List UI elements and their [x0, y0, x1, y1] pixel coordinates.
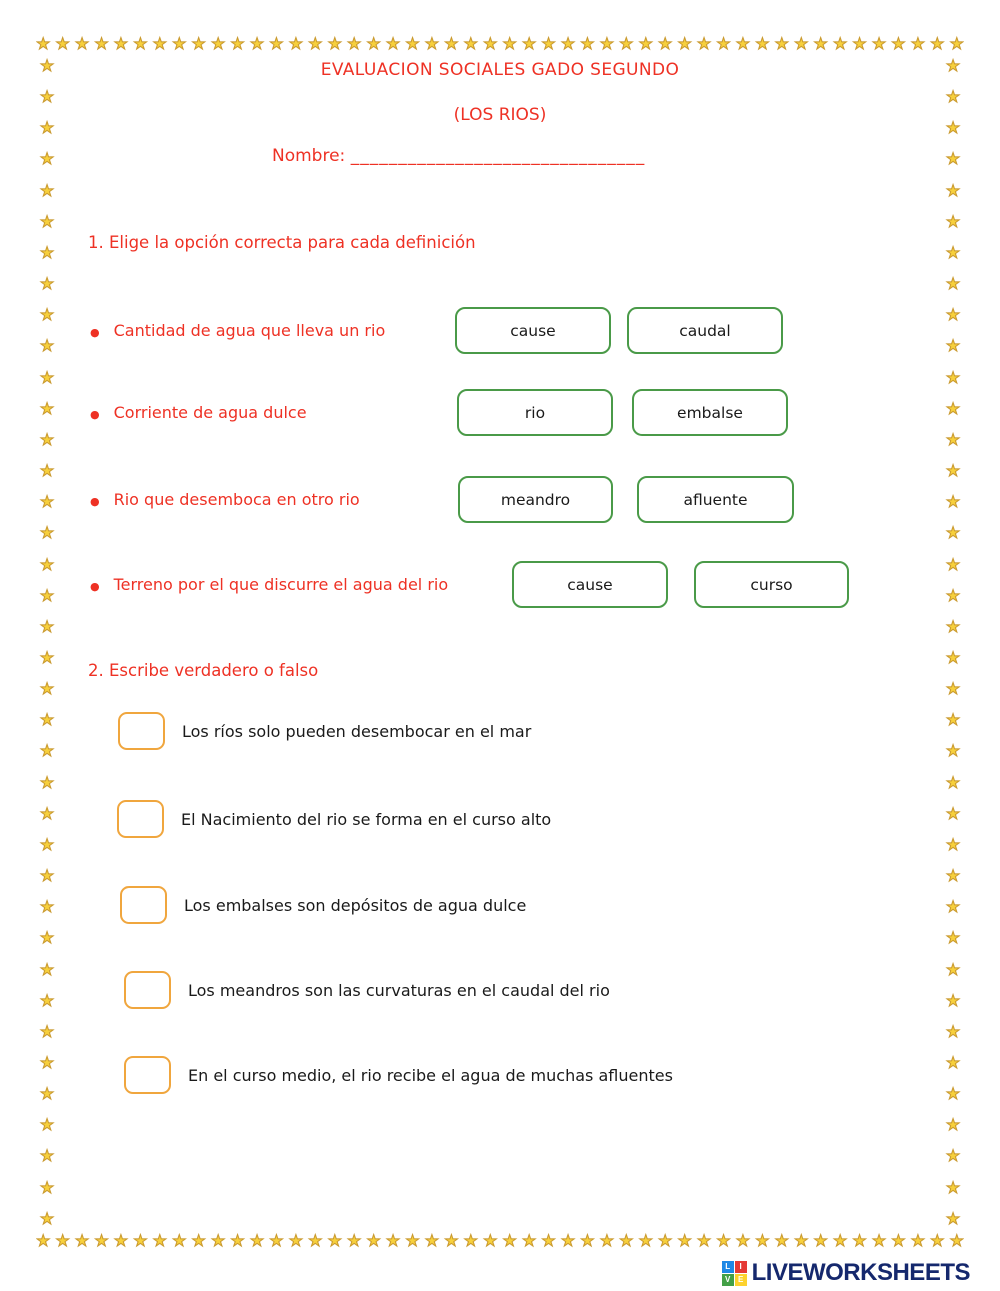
answer-box-4[interactable]	[124, 971, 171, 1009]
star-icon: ★	[945, 87, 961, 107]
star-border-top	[36, 33, 964, 55]
bullet-icon	[90, 321, 100, 340]
statement-text: El Nacimiento del rio se forma en el curso alto	[181, 809, 552, 829]
star-icon: ★	[39, 1021, 55, 1041]
star-icon: ★	[910, 1231, 926, 1250]
star-icon: ★	[813, 34, 828, 53]
star-icon: ★	[133, 34, 148, 53]
star-icon: ★	[39, 616, 55, 636]
star-icon: ★	[405, 1231, 420, 1250]
star-icon: ★	[39, 585, 55, 605]
star-icon: ★	[39, 710, 55, 730]
star-icon: ★	[385, 1231, 401, 1250]
star-icon: ★	[945, 429, 961, 449]
star-icon: ★	[424, 34, 440, 53]
star-icon: ★	[945, 149, 961, 169]
star-icon: ★	[39, 398, 55, 418]
star-icon: ★	[230, 34, 245, 53]
star-icon: ★	[945, 834, 961, 854]
star-icon: ★	[696, 34, 712, 53]
star-icon: ★	[619, 1231, 634, 1250]
star-icon: ★	[36, 34, 51, 53]
star-icon: ★	[774, 34, 789, 53]
star-icon: ★	[521, 34, 537, 53]
star-icon: ★	[794, 34, 809, 53]
logo-letter-i: I	[735, 1261, 747, 1273]
star-icon: ★	[945, 741, 961, 761]
star-icon: ★	[945, 679, 961, 699]
star-icon: ★	[385, 34, 401, 53]
star-icon: ★	[39, 305, 55, 325]
logo-letter-e: E	[735, 1274, 747, 1286]
brand-name: LIVEWORKSHEETS	[751, 1259, 970, 1286]
definition-row-4	[90, 561, 448, 608]
star-border-right	[942, 58, 964, 1227]
star-icon: ★	[677, 34, 692, 53]
star-icon: ★	[945, 554, 961, 574]
star-icon: ★	[599, 34, 615, 53]
option-button-1b[interactable]: caudal	[627, 307, 783, 354]
bullet-icon	[90, 490, 100, 509]
star-icon: ★	[288, 1231, 304, 1250]
star-icon: ★	[74, 34, 90, 53]
bullet-icon	[90, 403, 100, 422]
answer-box-5[interactable]	[124, 1056, 171, 1094]
definition-row-1	[90, 307, 385, 354]
star-icon: ★	[39, 1053, 55, 1072]
star-icon: ★	[39, 866, 55, 886]
star-icon: ★	[945, 897, 961, 917]
star-icon: ★	[871, 1231, 887, 1250]
worksheet-title: EVALUACION SOCIALES GADO SEGUNDO	[320, 60, 680, 80]
star-icon: ★	[113, 1231, 129, 1250]
star-icon: ★	[945, 1208, 961, 1227]
star-icon: ★	[347, 34, 362, 53]
logo-letter-l: L	[722, 1261, 734, 1273]
star-icon: ★	[871, 34, 887, 53]
star-icon: ★	[74, 1231, 90, 1250]
star-icon: ★	[599, 1231, 615, 1250]
star-icon: ★	[945, 367, 961, 387]
statement-text: En el curso medio, el rio recibe el agua de muchas afluentes	[188, 1065, 673, 1085]
star-icon: ★	[39, 149, 55, 169]
star-icon: ★	[39, 1115, 55, 1135]
star-icon: ★	[39, 274, 55, 294]
star-icon: ★	[463, 1231, 478, 1250]
star-icon: ★	[541, 34, 556, 53]
star-icon: ★	[39, 803, 55, 823]
star-icon: ★	[945, 492, 961, 512]
statement-text: Los embalses son depósitos de agua dulce	[184, 895, 527, 915]
star-icon: ★	[113, 34, 129, 53]
star-icon: ★	[39, 1208, 55, 1227]
star-icon: ★	[327, 1231, 342, 1250]
star-icon: ★	[945, 959, 961, 979]
answer-box-2[interactable]	[117, 800, 164, 838]
question1-heading: 1. Elige la opción correcta para cada definición	[88, 233, 476, 252]
star-icon: ★	[945, 274, 961, 294]
star-icon: ★	[945, 928, 961, 948]
definition-row-2	[90, 389, 307, 436]
name-row	[272, 146, 645, 166]
definition-text: Terreno por el que discurre el agua del rio	[113, 575, 449, 594]
truefalse-row-1	[118, 712, 531, 750]
star-icon: ★	[39, 1177, 55, 1197]
star-icon: ★	[39, 959, 55, 979]
star-icon: ★	[716, 34, 731, 53]
star-icon: ★	[580, 1231, 595, 1250]
star-icon: ★	[55, 34, 70, 53]
star-icon: ★	[560, 34, 576, 53]
star-icon: ★	[945, 1021, 961, 1041]
logo-letter-v: V	[722, 1274, 734, 1286]
star-icon: ★	[638, 1231, 653, 1250]
star-icon: ★	[39, 990, 55, 1010]
worksheet-subtitle: (LOS RIOS)	[453, 105, 547, 125]
option-button-1a[interactable]: cause	[455, 307, 611, 354]
star-icon: ★	[39, 242, 55, 262]
star-border-left	[36, 58, 58, 1227]
star-icon: ★	[249, 1231, 265, 1250]
truefalse-row-3	[120, 886, 526, 924]
star-icon: ★	[930, 34, 945, 53]
name-blank-line[interactable]: _______________________________	[350, 146, 646, 166]
statement-text: Los meandros son las curvaturas en el caudal del rio	[188, 980, 610, 1000]
star-icon: ★	[249, 34, 265, 53]
star-icon: ★	[638, 34, 653, 53]
star-icon: ★	[677, 1231, 692, 1250]
star-icon: ★	[832, 1231, 848, 1250]
star-icon: ★	[945, 990, 961, 1010]
star-icon: ★	[269, 1231, 284, 1250]
star-icon: ★	[172, 1231, 187, 1250]
bullet-icon	[90, 575, 100, 594]
star-icon: ★	[945, 803, 961, 823]
star-icon: ★	[463, 34, 478, 53]
star-icon: ★	[191, 34, 206, 53]
star-icon: ★	[39, 1146, 55, 1166]
statement-text: Los ríos solo pueden desembocar en el mar	[182, 721, 532, 741]
star-icon: ★	[308, 1231, 323, 1250]
star-icon: ★	[945, 1146, 961, 1166]
star-icon: ★	[945, 336, 961, 356]
option-button-2b[interactable]: embalse	[632, 389, 788, 436]
star-icon: ★	[945, 523, 961, 543]
option-button-3b[interactable]: afluente	[637, 476, 794, 523]
definition-text: Corriente de agua dulce	[113, 403, 307, 422]
star-icon: ★	[39, 897, 55, 917]
star-icon: ★	[949, 1231, 964, 1250]
star-icon: ★	[39, 180, 55, 200]
liveworksheets-footer[interactable]	[722, 1259, 970, 1287]
star-icon: ★	[945, 1177, 961, 1197]
star-icon: ★	[891, 34, 906, 53]
definition-row-3	[90, 476, 360, 523]
star-icon: ★	[230, 1231, 245, 1250]
star-icon: ★	[191, 1231, 206, 1250]
star-icon: ★	[945, 866, 961, 886]
star-icon: ★	[716, 1231, 731, 1250]
star-icon: ★	[945, 710, 961, 730]
star-icon: ★	[269, 34, 284, 53]
star-icon: ★	[172, 34, 187, 53]
star-icon: ★	[945, 1053, 961, 1072]
star-icon: ★	[39, 554, 55, 574]
star-icon: ★	[39, 523, 55, 543]
star-icon: ★	[755, 1231, 770, 1250]
star-icon: ★	[347, 1231, 362, 1250]
star-icon: ★	[945, 1115, 961, 1135]
option-button-4b[interactable]: curso	[694, 561, 849, 608]
star-border-bottom	[36, 1230, 964, 1252]
star-icon: ★	[852, 1231, 867, 1250]
star-icon: ★	[658, 34, 673, 53]
definition-text: Cantidad de agua que lleva un rio	[113, 321, 386, 340]
star-icon: ★	[541, 1231, 556, 1250]
star-icon: ★	[945, 180, 961, 200]
star-icon: ★	[444, 34, 459, 53]
star-icon: ★	[39, 928, 55, 948]
star-icon: ★	[945, 772, 961, 792]
star-icon: ★	[774, 1231, 789, 1250]
star-icon: ★	[94, 1231, 109, 1250]
star-icon: ★	[502, 1231, 517, 1250]
star-icon: ★	[852, 34, 867, 53]
star-icon: ★	[945, 647, 961, 667]
star-icon: ★	[483, 34, 498, 53]
truefalse-row-2	[117, 800, 551, 838]
star-icon: ★	[39, 647, 55, 667]
star-icon: ★	[327, 34, 342, 53]
star-icon: ★	[832, 34, 848, 53]
star-icon: ★	[735, 1231, 751, 1250]
star-icon: ★	[521, 1231, 537, 1250]
star-icon: ★	[39, 492, 55, 512]
star-icon: ★	[891, 1231, 906, 1250]
star-icon: ★	[152, 1231, 167, 1250]
star-icon: ★	[949, 34, 964, 53]
star-icon: ★	[424, 1231, 440, 1250]
star-icon: ★	[210, 1231, 226, 1250]
definition-text: Rio que desemboca en otro rio	[113, 490, 360, 509]
star-icon: ★	[405, 34, 420, 53]
star-icon: ★	[945, 398, 961, 418]
star-icon: ★	[945, 1084, 961, 1104]
star-icon: ★	[696, 1231, 712, 1250]
star-icon: ★	[39, 461, 55, 481]
option-button-3a[interactable]: meandro	[458, 476, 613, 523]
star-icon: ★	[930, 1231, 945, 1250]
star-icon: ★	[39, 87, 55, 107]
star-icon: ★	[39, 336, 55, 356]
question2-heading: 2. Escribe verdadero o falso	[88, 661, 319, 680]
star-icon: ★	[813, 1231, 828, 1250]
star-icon: ★	[910, 34, 926, 53]
option-button-2a[interactable]: rio	[457, 389, 613, 436]
star-icon: ★	[580, 34, 595, 53]
truefalse-row-5	[124, 1056, 673, 1094]
star-icon: ★	[945, 461, 961, 481]
star-icon: ★	[444, 1231, 459, 1250]
star-icon: ★	[945, 585, 961, 605]
star-icon: ★	[94, 34, 109, 53]
star-icon: ★	[133, 1231, 148, 1250]
option-button-4a[interactable]: cause	[512, 561, 668, 608]
star-icon: ★	[39, 679, 55, 699]
star-icon: ★	[39, 211, 55, 231]
star-icon: ★	[366, 1231, 381, 1250]
star-icon: ★	[502, 34, 517, 53]
answer-box-3[interactable]	[120, 886, 167, 924]
star-icon: ★	[755, 34, 770, 53]
truefalse-row-4	[124, 971, 610, 1009]
star-icon: ★	[560, 1231, 576, 1250]
star-icon: ★	[945, 58, 961, 75]
star-icon: ★	[152, 34, 167, 53]
star-icon: ★	[945, 616, 961, 636]
star-icon: ★	[945, 211, 961, 231]
star-icon: ★	[366, 34, 381, 53]
star-icon: ★	[39, 1084, 55, 1104]
star-icon: ★	[39, 118, 55, 138]
star-icon: ★	[794, 1231, 809, 1250]
name-label: Nombre:	[272, 146, 346, 166]
star-icon: ★	[39, 367, 55, 387]
star-icon: ★	[36, 1231, 51, 1250]
star-icon: ★	[39, 741, 55, 761]
star-icon: ★	[55, 1231, 70, 1250]
star-icon: ★	[210, 34, 226, 53]
star-icon: ★	[658, 1231, 673, 1250]
star-icon: ★	[483, 1231, 498, 1250]
star-icon: ★	[945, 305, 961, 325]
star-icon: ★	[308, 34, 323, 53]
answer-box-1[interactable]	[118, 712, 165, 750]
star-icon: ★	[39, 429, 55, 449]
star-icon: ★	[945, 118, 961, 138]
star-icon: ★	[735, 34, 751, 53]
star-icon: ★	[39, 58, 55, 75]
star-icon: ★	[39, 772, 55, 792]
star-icon: ★	[39, 834, 55, 854]
star-icon: ★	[288, 34, 304, 53]
star-icon: ★	[945, 242, 961, 262]
star-icon: ★	[619, 34, 634, 53]
liveworksheets-logo-icon	[722, 1261, 747, 1286]
